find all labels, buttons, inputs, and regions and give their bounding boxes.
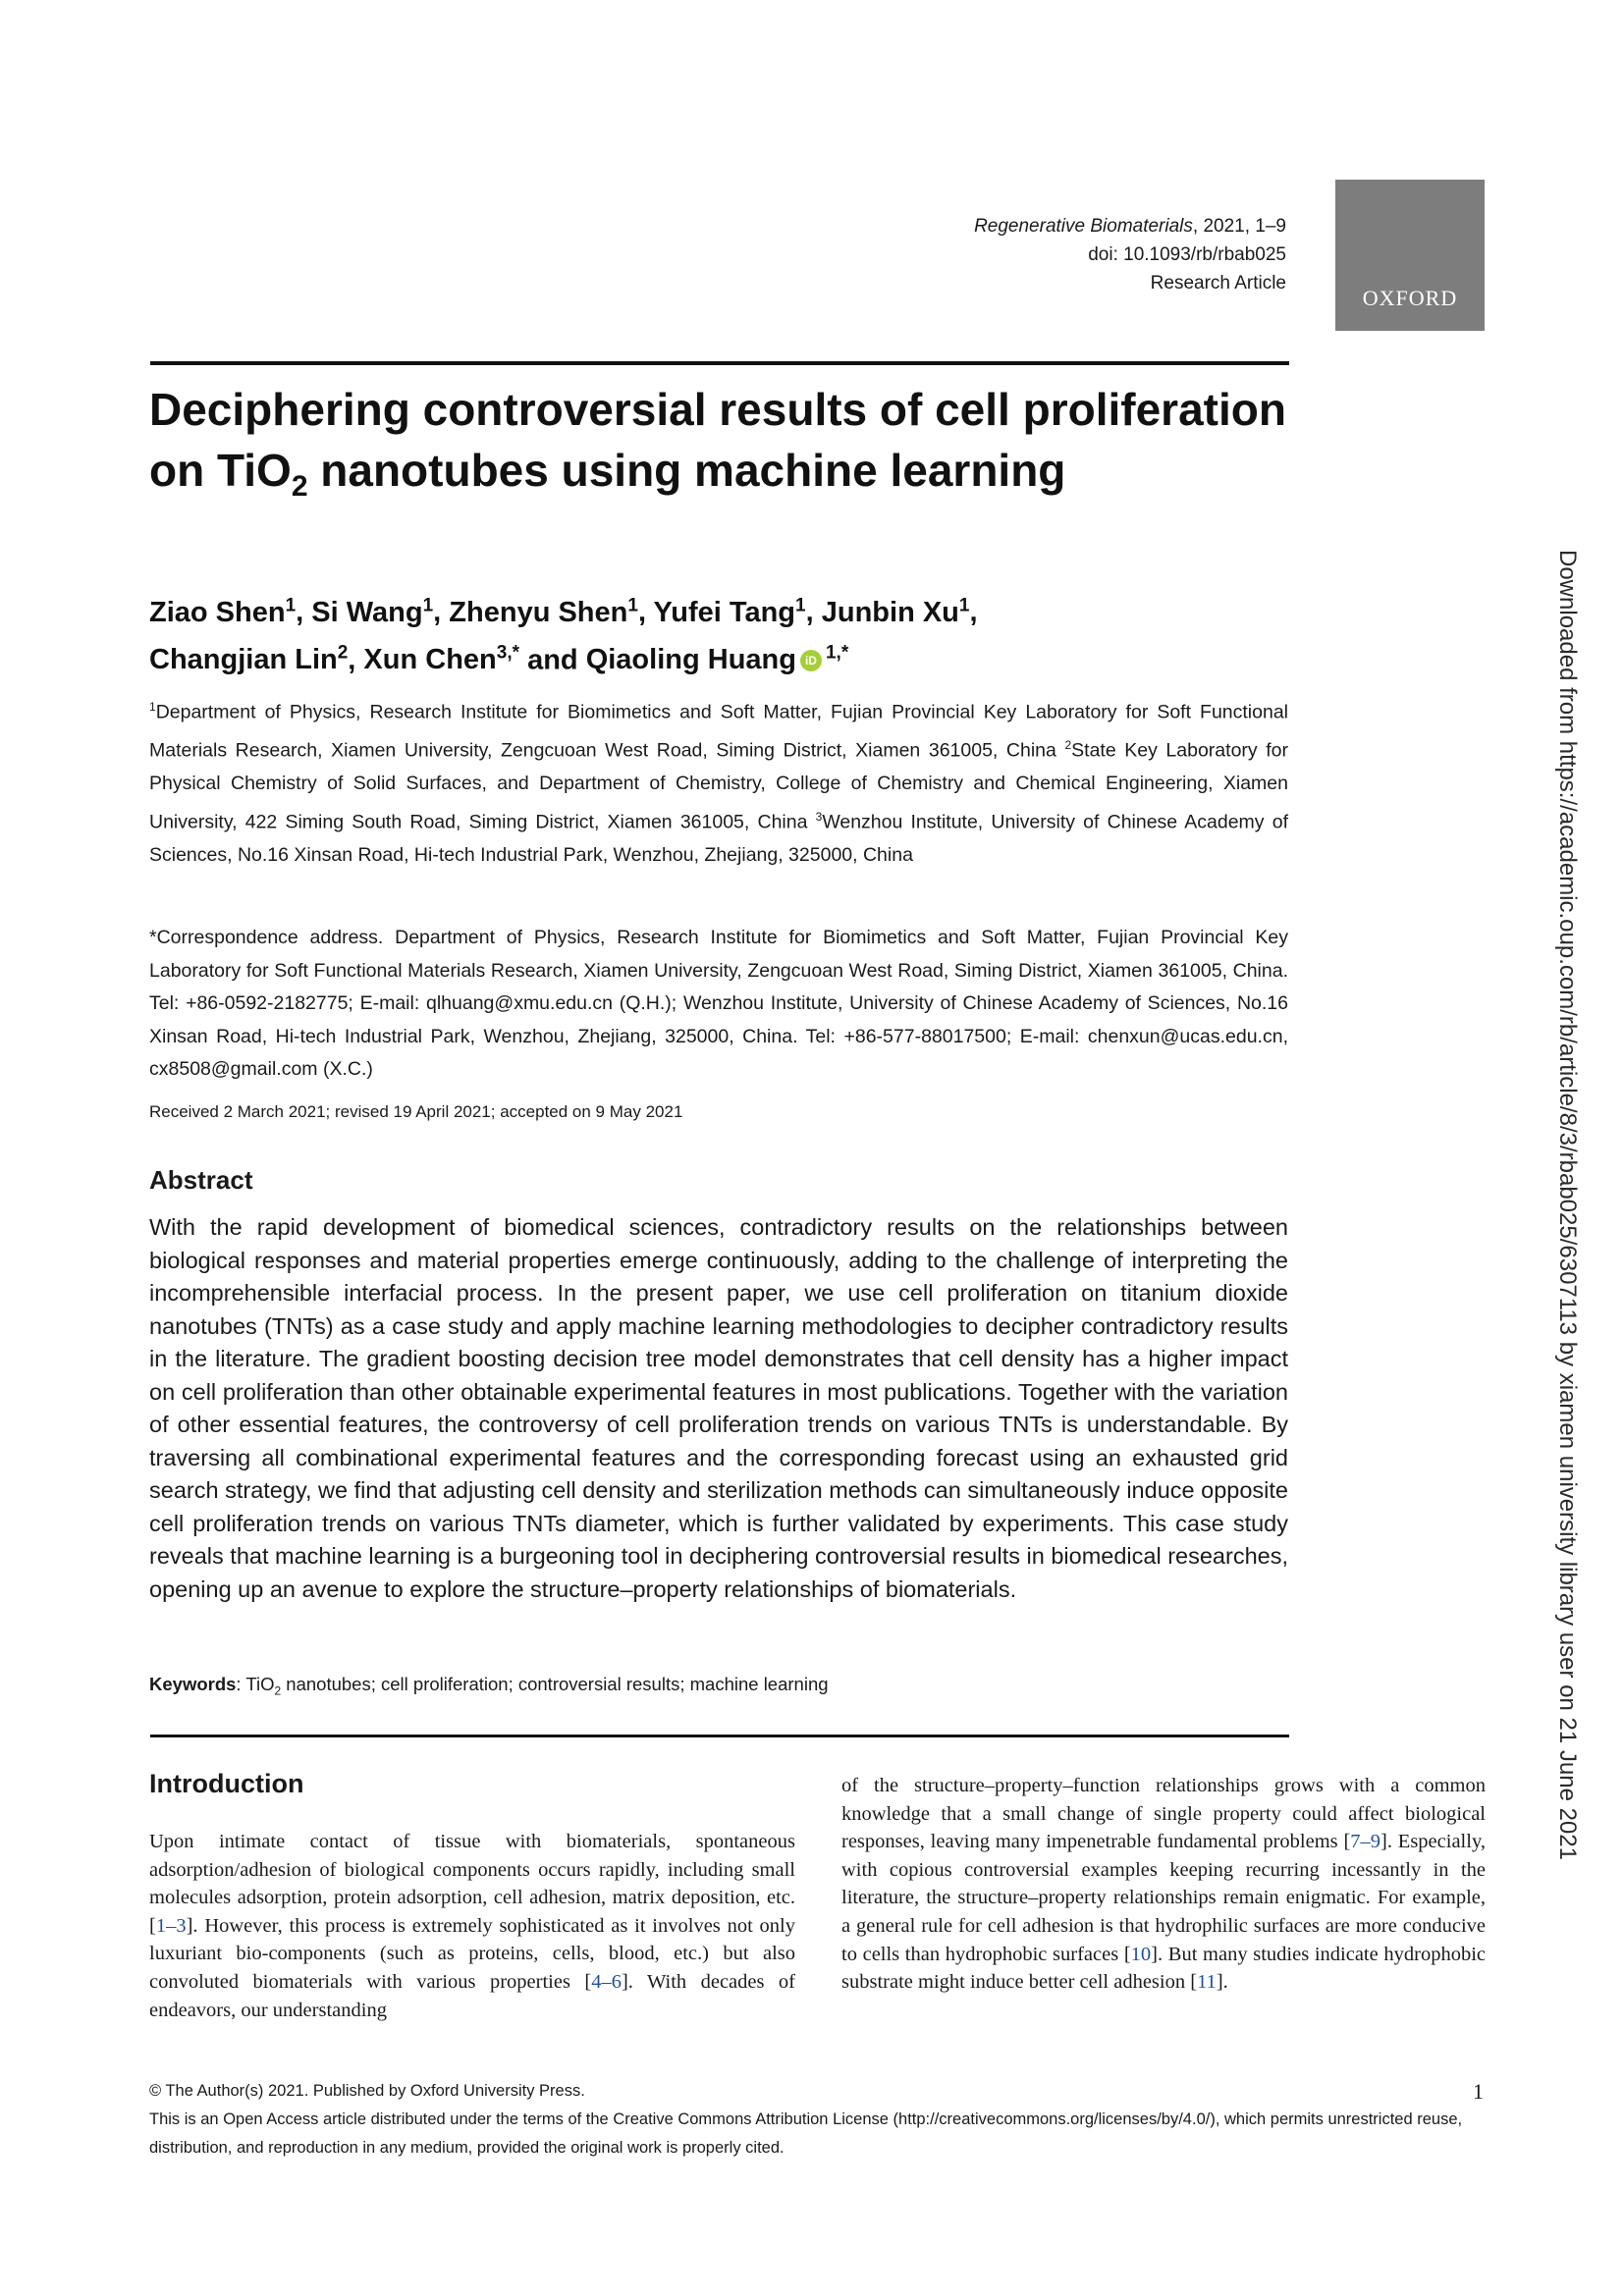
download-watermark: Downloaded from https://academic.oup.com/rb/article/8/3/rbab025/6307113 by xiamen university library user on 21 June 2021 — [1554, 550, 1581, 1860]
author[interactable]: Qiaoling Huang iD $^{1,*}$ — [585, 642, 849, 676]
author[interactable]: Changjian Lin$^2$ — [149, 642, 349, 676]
correspondence: *Correspondence address. Department of Physics, Research Institute for Biomimetics and Soft Matter, Fujian Provincial Key Laboratory for Soft Functional Materials Research, Xiamen University, Zengcuoan West Road, Siming District, Xiamen 361005, China. Tel: +86-0592-2182775; E-mail: qlhuang@xmu.edu.cn (Q.H.); Wenzhou Institute, University of Chinese Academy of Sciences, No.16 Xinsan Road, Hi-tech Industrial Park, Wenzhou, Zhejiang, 325000, China. Tel: +86-577-88017500; E-mail: chenxun@ucas.edu.cn, cx8508@gmail.com (X.C.) — [149, 927, 1288, 1080]
author[interactable]: Xun Chen$^{3,*}$ — [363, 642, 520, 676]
author[interactable]: Zhenyu Shen$^1$ — [449, 595, 638, 628]
oxford-logo — [1335, 180, 1485, 331]
citation-link[interactable]: 10 — [1130, 1943, 1152, 1965]
article-type: Research Article — [1150, 273, 1286, 294]
orcid-icon[interactable]: iD — [800, 650, 822, 671]
journal-name: Regenerative Biomaterials — [974, 216, 1193, 237]
abstract-heading: Abstract — [149, 1165, 253, 1195]
license-text: This is an Open Access article distributed under the terms of the Creative Commons Attribution License (http://creativecommons.org/licenses/by/4.0/), which permits unrestricted reuse, distribution, and reproduction in any medium, provided the original work is properly cited. — [149, 2110, 1463, 2157]
top-rule — [150, 361, 1289, 365]
received-dates: Received 2 March 2021; revised 19 April 2021; accepted on 9 May 2021 — [149, 1102, 683, 1121]
author-list: Ziao Shen$^1$, Si Wang$^1$, Zhenyu Shen$^1$, Yufei Tang$^1$, Junbin Xu$^1$, Changjian Lin$^2$, Xun Chen$^{3,*}$ and Qiaoling Huang iD $^{1,*}$ — [149, 595, 978, 676]
copyright: © The Author(s) 2021. Published by Oxford University Press. — [149, 2082, 585, 2100]
affiliations: $^1$Department of Physics, Research Institute for Biomimetics and Soft Matter, Fujian Provincial Key Laboratory for Soft Functional Materials Research, Xiamen University, Zengcuoan West Road, Siming District, Xiamen 361005, China $^2$State Key Laboratory for Physical Chemistry of Solid Surfaces, and Department of Chemistry, College of Chemistry and Chemical Engineering, Xiamen University, 422 Siming South Road, Siming District, Xiamen 361005, China $^3$Wenzhou Institute, University of Chinese Academy of Sciences, No.16 Xinsan Road, Hi-tech Industrial Park, Wenzhou, Zhejiang, 325000, China — [149, 700, 1288, 866]
introduction-heading: Introduction — [149, 1769, 304, 1798]
citation-link[interactable]: 4–6 — [591, 1970, 622, 1993]
journal-citation: , 2021, 1–9 — [1192, 216, 1286, 237]
author[interactable]: Ziao Shen$^1$ — [149, 595, 297, 628]
citation-link[interactable]: 11 — [1197, 1971, 1217, 1994]
author[interactable]: Si Wang$^1$ — [311, 595, 434, 628]
section-rule — [150, 1735, 1289, 1737]
keywords: Keywords: TiO$_2$ nanotubes; cell proliferation; controversial results; machine learning — [149, 1674, 829, 1698]
abstract-text: With the rapid development of biomedical sciences, contradictory results on the relationships between biological responses and material properties emerge continuously, adding to the challenge of interpreting the incomprehensible interfacial process. In the present paper, we use cell proliferation on titanium dioxide nanotubes (TNTs) as a case study and apply machine learning methodologies to decipher contradictory results in the literature. The gradient boosting decision tree model demonstrates that cell density has a higher impact on cell proliferation than other obtainable experimental features in most publications. Together with the variation of other essential features, the controversy of cell proliferation trends on various TNTs is understandable. By traversing all combinational experimental features and the corresponding forecast using an exhausted grid search strategy, we find that adjusting cell density and sterilization methods can simultaneously induce opposite cell proliferation trends on various TNTs diameter, which is further validated by experiments. This case study reveals that machine learning is a burgeoning tool in deciphering controversial results in biomedical researches, opening up an avenue to explore the structure–property relationships of biomaterials. — [149, 1214, 1288, 1602]
author[interactable]: Yufei Tang$^1$ — [653, 595, 806, 628]
page-number: 1 — [1473, 2079, 1484, 2104]
author[interactable]: Junbin Xu$^1$ — [821, 595, 970, 628]
intro-column-left: Upon intimate contact of tissue with biomaterials, spontaneous adsorption/adhesion of biological components occurs rapidly, including small molecules adsorption, protein adsorption, cell adhesion, matrix deposition, etc. [1–3]. However, this process is extremely sophisticated as it involves not only luxuriant bio-components (such as proteins, cells, blood, etc.) but also convoluted biomaterials with various properties [4–6]. With decades of endeavors, our understanding — [149, 1831, 795, 2021]
citation-link[interactable]: 7–9 — [1350, 1831, 1381, 1853]
journal-header — [974, 212, 1286, 297]
article-title: Deciphering controversial results of cell proliferation on TiO$_2$ nanotubes using machine learning — [149, 384, 1286, 504]
citation-link[interactable]: 1–3 — [155, 1914, 187, 1937]
oxford-logo-text: OXFORD — [1362, 286, 1458, 310]
intro-column-right: of the structure–property–function relationships grows with a common knowledge that a small change of single property could affect biological responses, leaving many impenetrable fundamental problems [7–9]. Especially, with copious controversial examples keeping recurring incessantly in the literature, the structure–property relationships remain enigmatic. For example, a general rule for cell adhesion is that hydrophilic surfaces are more conducive to cells than hydrophobic surfaces [10]. But many studies indicate hydrophobic substrate might induce better cell adhesion [11]. — [841, 1775, 1486, 1994]
doi[interactable]: doi: 10.1093/rb/rbab025 — [1088, 244, 1286, 265]
